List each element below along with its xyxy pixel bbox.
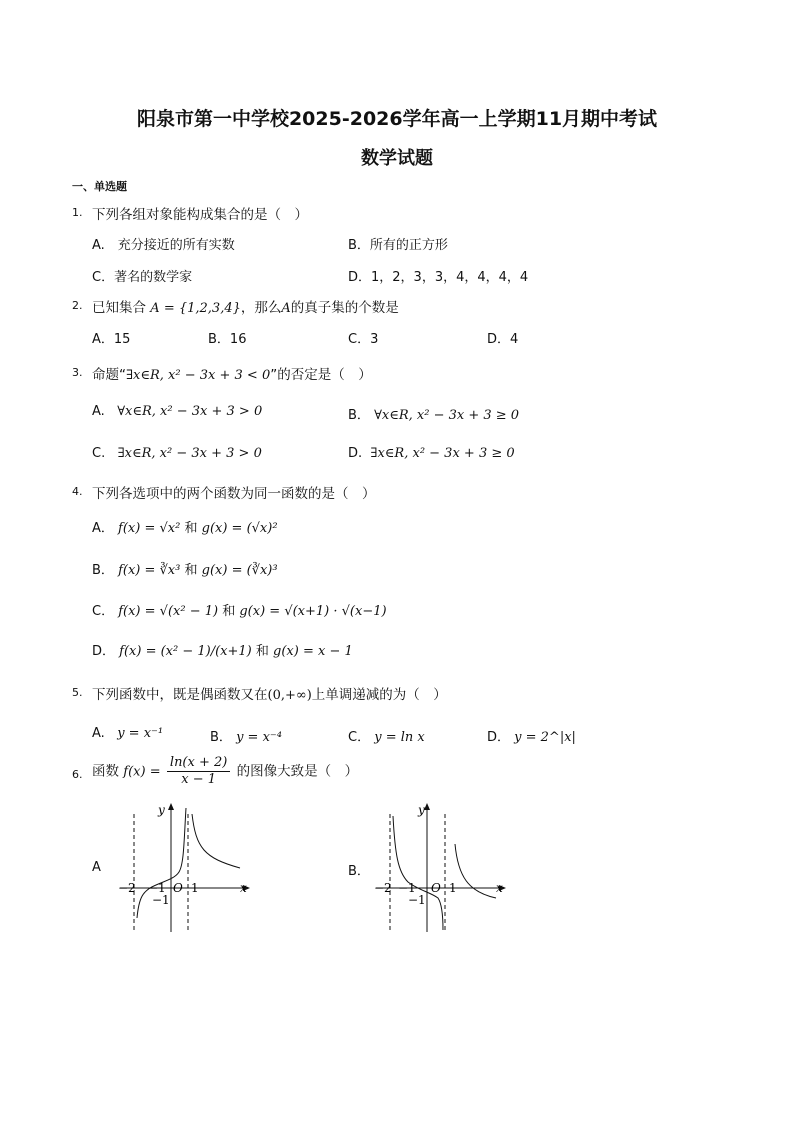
question-number: 6. — [72, 768, 83, 781]
y-axis-label: y — [418, 803, 425, 817]
curve-right — [455, 844, 496, 898]
stem-text: 下列函数中，既是偶函数又在 — [92, 687, 268, 703]
q4-option-a[interactable] — [92, 517, 278, 536]
function-f: f(x) = √(x² − 1) — [118, 604, 219, 619]
option-expression: y = x⁻⁴ — [236, 730, 282, 745]
q4-option-c[interactable] — [92, 600, 387, 619]
function-f: f(x) = ∛x³ — [118, 563, 181, 578]
option-label: D. — [348, 446, 363, 461]
option-expression: y = x⁻¹ — [117, 726, 164, 741]
question-6-stem — [92, 755, 358, 788]
question-5-stem — [92, 683, 447, 703]
question-4-stem: 下列各选项中的两个函数为同一函数的是（ ） — [92, 486, 376, 502]
question-number: 4. — [72, 485, 83, 498]
option-expression: ∃x∈R, x² − 3x + 3 > 0 — [117, 446, 262, 461]
option-label: B． — [348, 408, 370, 423]
function-g: g(x) = (√x)² — [201, 521, 278, 536]
q6-option-b-label[interactable]: B． — [348, 864, 370, 879]
x-axis-label: x — [496, 881, 503, 895]
interval: (0,+∞) — [267, 688, 312, 703]
q2-option-c[interactable]: C．3 — [348, 332, 379, 347]
q5-option-c[interactable] — [348, 726, 425, 745]
q3-option-d[interactable] — [348, 446, 515, 461]
question-1-stem: 下列各组对象能构成集合的是（ ） — [92, 207, 308, 223]
set-expression: A = {1,2,3,4} — [150, 301, 241, 316]
question-number: 3. — [72, 366, 83, 379]
option-label: C． — [348, 730, 371, 745]
question-2-stem — [92, 296, 399, 316]
option-label: C． — [92, 604, 115, 619]
stem-math: ∃x∈R, x² − 3x + 3 < 0 — [126, 368, 271, 383]
tick-label: −2 — [118, 881, 136, 895]
curve-left — [393, 816, 443, 930]
q4-option-b[interactable] — [92, 559, 278, 578]
option-label: A． — [92, 521, 114, 536]
question-3-stem — [92, 363, 372, 383]
option-label: B． — [210, 730, 232, 745]
y-axis-label: y — [158, 803, 165, 817]
page-title: 阳泉市第一中学校2025-2026学年高一上学期11月期中考试 — [136, 108, 658, 130]
option-expression: y = 2^|x| — [514, 730, 576, 745]
q2-option-a[interactable]: A．15 — [92, 332, 131, 347]
stem-text: 命题“ — [92, 367, 126, 383]
set-variable: A — [281, 301, 291, 316]
q3-option-b[interactable] — [348, 404, 519, 423]
q3-option-c[interactable] — [92, 446, 262, 461]
tick-label: −1 — [152, 893, 170, 907]
fraction — [167, 755, 230, 788]
option-expression: ∃x∈R, x² − 3x + 3 ≥ 0 — [370, 446, 515, 461]
tick-label: −1 — [148, 881, 166, 895]
page-subtitle: 数学试题 — [361, 148, 433, 169]
function-g: g(x) = x − 1 — [273, 644, 353, 659]
q3-option-a[interactable] — [92, 404, 262, 419]
function-g: g(x) = √(x+1) · √(x−1) — [239, 604, 387, 619]
function-g: g(x) = (∛x)³ — [201, 563, 278, 578]
option-label: A. — [92, 726, 105, 741]
tick-label: 1 — [449, 881, 457, 895]
origin-label: O — [431, 881, 441, 895]
question-number: 1. — [72, 206, 83, 219]
q1-option-a[interactable]: A. 充分接近的所有实数 — [92, 238, 235, 253]
conjunction: 和 — [255, 644, 269, 659]
q1-option-d[interactable]: D．1，2，3，3，4，4，4，4 — [348, 270, 529, 285]
option-label: C. — [92, 446, 106, 461]
option-label: A. — [92, 404, 105, 419]
tick-label: −1 — [408, 893, 426, 907]
q5-option-d[interactable] — [487, 726, 576, 745]
tick-label: −2 — [374, 881, 392, 895]
option-label: B． — [92, 563, 114, 578]
question-number: 5. — [72, 686, 83, 699]
fraction-numerator: ln(x + 2) — [167, 755, 230, 772]
conjunction: 和 — [184, 521, 198, 536]
q6-option-a-label[interactable]: A — [92, 860, 101, 875]
option-expression: ∀x∈R, x² − 3x + 3 ≥ 0 — [374, 408, 520, 423]
option-expression: y = ln x — [374, 730, 425, 745]
stem-text: 的真子集的个数是 — [290, 300, 399, 316]
stem-text: 函数 — [92, 763, 119, 780]
stem-text: 已知集合 — [92, 300, 146, 316]
q1-option-b[interactable]: B．所有的正方形 — [348, 238, 448, 253]
conjunction: 和 — [222, 604, 236, 619]
tick-label: −1 — [398, 881, 416, 895]
graph-a[interactable] — [112, 800, 257, 939]
q4-option-d[interactable] — [92, 640, 353, 659]
q2-option-d[interactable]: D．4 — [487, 332, 519, 347]
q2-option-b[interactable]: B．16 — [208, 332, 247, 347]
function-f: f(x) = √x² — [118, 521, 181, 536]
tick-label: 1 — [191, 881, 199, 895]
origin-label: O — [173, 881, 183, 895]
x-axis-label: x — [240, 881, 247, 895]
option-label: D． — [487, 730, 511, 745]
function-name: f(x) = — [123, 764, 161, 780]
curve-right — [192, 814, 240, 868]
stem-text: ，那么 — [240, 300, 282, 316]
question-number: 2. — [72, 299, 83, 312]
y-axis-arrow-icon — [168, 803, 174, 810]
q5-option-b[interactable] — [210, 726, 282, 745]
section-label: 一、单选题 — [72, 180, 127, 193]
y-axis-arrow-icon — [424, 803, 430, 810]
q1-option-c[interactable]: C．著名的数学家 — [92, 270, 193, 285]
graph-b[interactable] — [368, 800, 513, 939]
conjunction: 和 — [184, 563, 198, 578]
option-label: D． — [92, 644, 116, 659]
q5-option-a[interactable] — [92, 726, 163, 741]
option-expression: ∀x∈R, x² − 3x + 3 > 0 — [117, 404, 263, 419]
stem-text: ”的否定是（ ） — [270, 367, 372, 383]
fraction-denominator: x − 1 — [181, 772, 216, 787]
function-f: f(x) = (x² − 1)/(x+1) — [119, 644, 252, 659]
stem-text: 上单调递减的为（ ） — [311, 687, 447, 703]
stem-text: 的图像大致是（ ） — [236, 763, 359, 780]
